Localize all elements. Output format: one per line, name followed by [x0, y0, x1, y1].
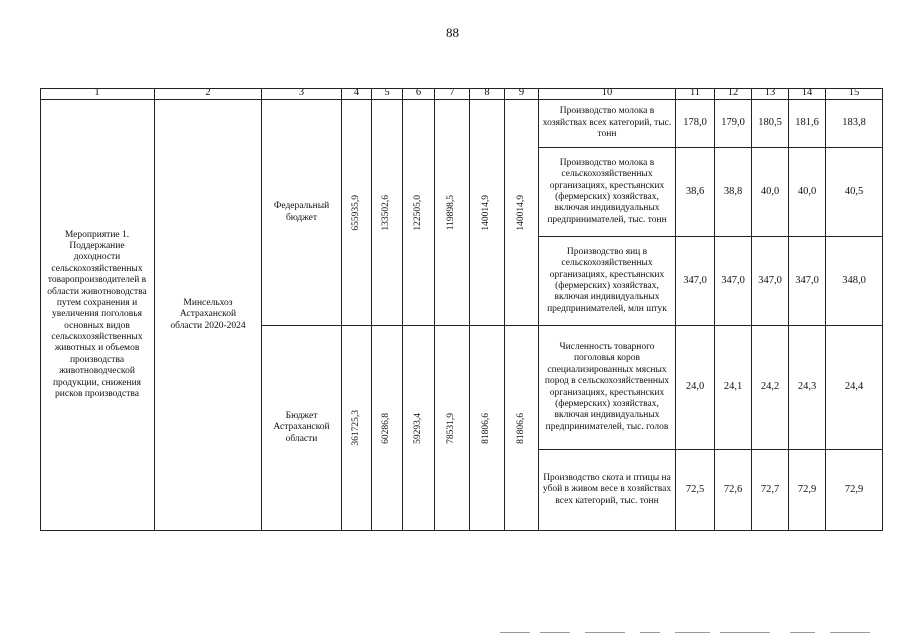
indicator-value: 38,6 [676, 148, 715, 237]
header-cell-3: 3 [262, 88, 342, 100]
header-cell-2: 2 [155, 88, 262, 100]
regional-value-text: 81806,6 [515, 412, 526, 444]
regional-value-text: 361725,3 [350, 410, 361, 446]
indicator-value: 38,8 [715, 148, 752, 237]
measures-table [40, 88, 883, 531]
indicator-value: 72,9 [826, 450, 883, 531]
federal-value-col4 [342, 100, 372, 326]
header-cell-8: 8 [470, 88, 505, 100]
regional-value-text: 81806,6 [481, 412, 492, 444]
federal-value-col9 [505, 100, 539, 326]
header-cell-6: 6 [403, 88, 435, 100]
indicator-name: Производство яиц в сельскохозяйственных организациях, крестьянских (фермерских) хозяйствах, включая индивидуальных предпринимателей, млн штук [539, 237, 676, 326]
regional-value-col9 [505, 326, 539, 531]
indicator-value: 183,8 [826, 100, 883, 148]
indicator-value: 24,1 [715, 326, 752, 450]
federal-value-col8 [470, 100, 505, 326]
regional-value-col6 [403, 326, 435, 531]
indicator-value: 40,0 [789, 148, 826, 237]
scan-artifact-lines [500, 632, 880, 635]
federal-value-col5 [372, 100, 403, 326]
header-cell-15: 15 [826, 88, 883, 100]
indicator-value: 72,5 [676, 450, 715, 531]
federal-value-text: 119898,5 [446, 194, 457, 231]
header-cell-7: 7 [435, 88, 470, 100]
regional-value-text: 59293,4 [412, 412, 423, 444]
indicator-value: 180,5 [752, 100, 789, 148]
regional-value-col4 [342, 326, 372, 531]
indicator-value: 179,0 [715, 100, 752, 148]
indicator-value: 24,3 [789, 326, 826, 450]
indicator-value: 347,0 [715, 237, 752, 326]
indicator-value: 24,4 [826, 326, 883, 450]
page-number: 88 [446, 25, 459, 40]
indicator-value: 24,0 [676, 326, 715, 450]
regional-value-col7 [435, 326, 470, 531]
regional-value-text: 60286,8 [381, 412, 392, 444]
indicator-name: Производство скота и птицы на убой в живом весе в хозяйствах всех категорий, тыс. тонн [539, 450, 676, 531]
header-cell-1: 1 [40, 88, 155, 100]
indicator-value: 181,6 [789, 100, 826, 148]
indicator-value: 40,0 [752, 148, 789, 237]
indicator-value: 40,5 [826, 148, 883, 237]
federal-value-text: 140014,9 [515, 194, 526, 231]
indicator-value: 24,2 [752, 326, 789, 450]
header-cell-9: 9 [505, 88, 539, 100]
federal-value-text: 655935,9 [350, 194, 361, 231]
federal-value-col7 [435, 100, 470, 326]
indicator-value: 72,6 [715, 450, 752, 531]
indicator-name: Производство молока в сельскохозяйственных организациях, крестьянских (фермерских) хозяйствах, включая индивидуальных предпринимателей, тыс. тонн [539, 148, 676, 237]
header-cell-11: 11 [676, 88, 715, 100]
indicator-name: Численность товарного поголовья коров специализированных мясных пород в сельскохозяйственных организациях, крестьянских (фермерских) хозяйствах, включая индивидуальных предпринимателей, тыс. голов [539, 326, 676, 450]
executor-cell: Минсельхоз Астраханской области 2020-2024 [155, 100, 262, 531]
regional-value-col5 [372, 326, 403, 531]
funding-source-regional: Бюджет Астраханской области [262, 326, 342, 531]
federal-value-text: 133502,6 [381, 194, 392, 231]
indicator-value: 72,9 [789, 450, 826, 531]
indicator-value: 347,0 [676, 237, 715, 326]
activity-cell: Мероприятие 1. Поддержание доходности сельскохозяйственных товаропроизводителей в области животноводства путем сохранения и увеличения поголовья основных видов сельскохозяйственных животных и объемов производства животноводческой продукции, снижения рисков производства [40, 100, 155, 531]
header-cell-10: 10 [539, 88, 676, 100]
header-cell-4: 4 [342, 88, 372, 100]
header-cell-14: 14 [789, 88, 826, 100]
funding-source-federal: Федеральный бюджет [262, 100, 342, 326]
header-cell-5: 5 [372, 88, 403, 100]
indicator-value: 72,7 [752, 450, 789, 531]
indicator-value: 347,0 [789, 237, 826, 326]
header-cell-13: 13 [752, 88, 789, 100]
regional-value-text: 78531,9 [446, 412, 457, 444]
indicator-value: 348,0 [826, 237, 883, 326]
federal-value-text: 140014,9 [481, 194, 492, 231]
federal-value-col6 [403, 100, 435, 326]
federal-value-text: 122505,0 [412, 194, 423, 231]
header-cell-12: 12 [715, 88, 752, 100]
indicator-name: Производство молока в хозяйствах всех категорий, тыс. тонн [539, 100, 676, 148]
indicator-value: 347,0 [752, 237, 789, 326]
indicator-value: 178,0 [676, 100, 715, 148]
regional-value-col8 [470, 326, 505, 531]
